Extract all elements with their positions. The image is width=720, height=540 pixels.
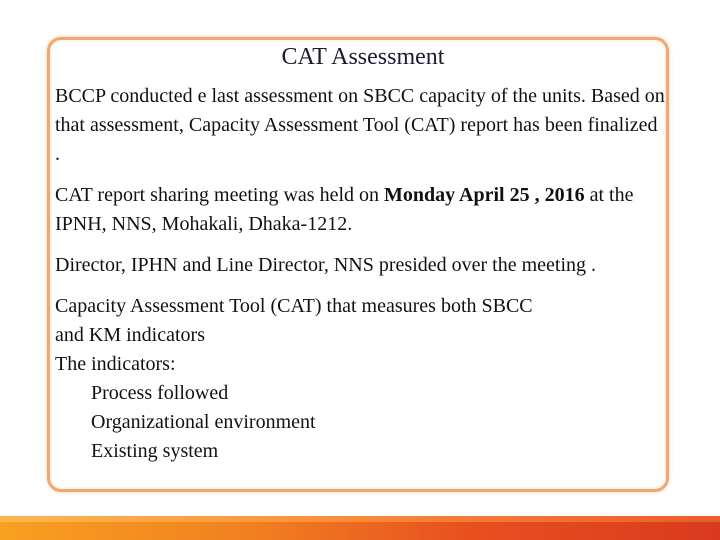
paragraph-cat-tool [55, 292, 665, 466]
paragraph-presiding: Director, IPHN and Line Director, NNS presided over the meeting . [55, 254, 597, 276]
indicator-item: Organizational environment [91, 411, 316, 433]
paragraph-assessment: BCCP conducted e last assessment on SBCC capacity of the units. Based on that assessment, Capacity Assessment Tool (CAT) report has been finalized . [55, 85, 665, 165]
cat-tool-line-1: Capacity Assessment Tool (CAT) that measures both SBCC [55, 295, 533, 317]
footer-color-band [0, 516, 720, 540]
indicator-item: Process followed [91, 382, 229, 404]
indicator-item: Existing system [91, 440, 219, 462]
meeting-text-prefix: CAT report sharing meeting was held on [55, 184, 385, 206]
indicators-heading: The indicators: [55, 353, 176, 375]
slide-body [55, 82, 665, 478]
slide-title: CAT Assessment [281, 44, 445, 70]
meeting-date: Monday April 25 , 2016 [384, 184, 585, 206]
cat-tool-line-2: and KM indicators [55, 324, 205, 346]
meeting-text-suffix: at the IPNH, NNS, Mohakali, Dhaka-1212. [55, 184, 634, 235]
paragraph-meeting [55, 181, 665, 239]
